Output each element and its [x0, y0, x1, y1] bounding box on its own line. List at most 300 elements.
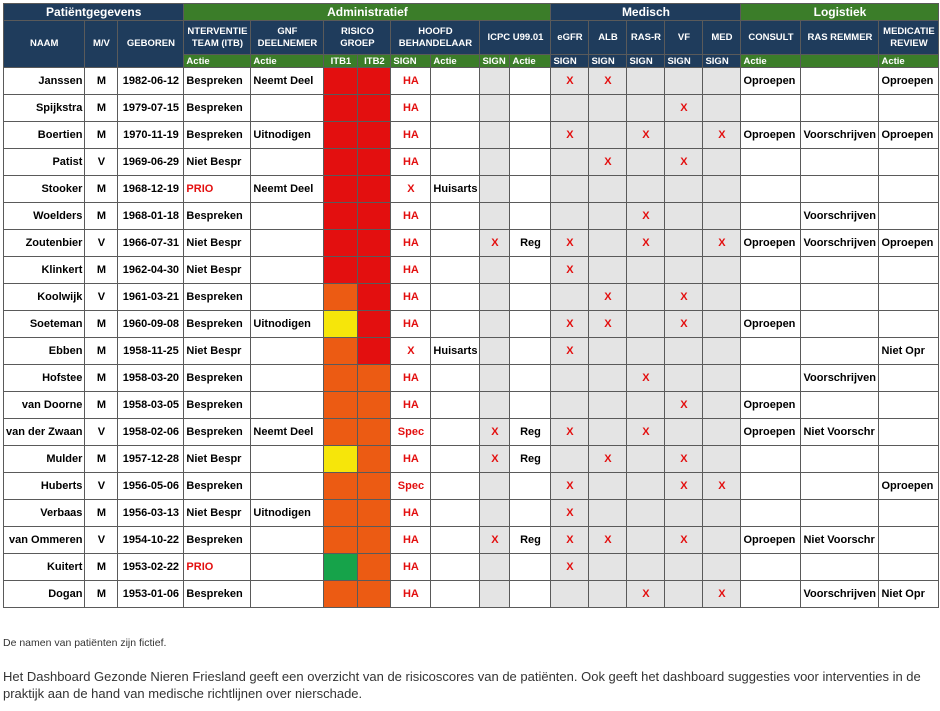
cell-medicatie-actie: Niet Opr [879, 581, 939, 608]
cell-rasremmer-actie [801, 95, 879, 122]
cell-consult-actie: Oproepen [741, 392, 801, 419]
cell-vf-sign [665, 365, 703, 392]
cell-risk-itb2 [358, 149, 391, 176]
cell-medicatie-actie: Oproepen [879, 473, 939, 500]
cell-alb-sign [589, 95, 627, 122]
cell-gnf-actie [251, 554, 324, 581]
cell-gnf-actie [251, 527, 324, 554]
cell-icpc-actie [510, 581, 551, 608]
col-risico: RISICO GROEP [324, 21, 391, 55]
cell-mv: M [85, 554, 118, 581]
cell-hoofd-sign: HA [391, 230, 431, 257]
cell-consult-actie [741, 338, 801, 365]
sub-blank [801, 55, 879, 68]
cell-gnf-actie [251, 203, 324, 230]
cell-medicatie-actie [879, 392, 939, 419]
cell-hoofd-actie [431, 95, 480, 122]
group-patient: Patiëntgegevens [4, 4, 184, 21]
patient-dashboard-table [3, 3, 939, 608]
cell-icpc-actie [510, 203, 551, 230]
cell-consult-actie [741, 500, 801, 527]
cell-risk-itb1 [324, 122, 358, 149]
cell-rasremmer-actie: Niet Voorschr [801, 419, 879, 446]
table-row [4, 284, 939, 311]
cell-icpc-sign [480, 149, 510, 176]
cell-icpc-sign [480, 365, 510, 392]
cell-rasr-sign: X [627, 230, 665, 257]
cell-gnf-actie [251, 257, 324, 284]
cell-icpc-actie: Reg [510, 419, 551, 446]
cell-egfr-sign [551, 149, 589, 176]
sub-actie: Actie [879, 55, 939, 68]
cell-rasremmer-actie [801, 311, 879, 338]
cell-gnf-actie [251, 473, 324, 500]
cell-medicatie-actie [879, 365, 939, 392]
cell-geboren: 1956-03-13 [118, 500, 184, 527]
cell-naam: van Doorne [4, 392, 85, 419]
table-row [4, 68, 939, 95]
cell-naam: Klinkert [4, 257, 85, 284]
cell-hoofd-actie [431, 149, 480, 176]
cell-egfr-sign: X [551, 257, 589, 284]
cell-rasr-sign [627, 311, 665, 338]
cell-alb-sign [589, 338, 627, 365]
cell-risk-itb1 [324, 581, 358, 608]
cell-hoofd-sign: HA [391, 122, 431, 149]
cell-risk-itb1 [324, 338, 358, 365]
cell-egfr-sign: X [551, 122, 589, 149]
cell-risk-itb1 [324, 257, 358, 284]
cell-rasremmer-actie: Voorschrijven [801, 230, 879, 257]
cell-hoofd-actie [431, 230, 480, 257]
cell-gnf-actie: Uitnodigen [251, 311, 324, 338]
cell-medicatie-actie [879, 95, 939, 122]
sub-sign: SIGN [551, 55, 589, 68]
cell-medicatie-actie [879, 500, 939, 527]
cell-risk-itb2 [358, 203, 391, 230]
cell-geboren: 1970-11-19 [118, 122, 184, 149]
cell-gnf-actie: Uitnodigen [251, 122, 324, 149]
cell-risk-itb2 [358, 230, 391, 257]
cell-med-sign: X [703, 581, 741, 608]
cell-icpc-sign [480, 95, 510, 122]
cell-icpc-sign: X [480, 527, 510, 554]
cell-geboren: 1968-01-18 [118, 203, 184, 230]
cell-alb-sign [589, 257, 627, 284]
cell-icpc-sign [480, 392, 510, 419]
cell-hoofd-actie [431, 446, 480, 473]
sub-actie: Actie [184, 55, 251, 68]
cell-icpc-actie [510, 68, 551, 95]
cell-risk-itb2 [358, 365, 391, 392]
cell-med-sign [703, 392, 741, 419]
cell-egfr-sign: X [551, 68, 589, 95]
cell-rasr-sign: X [627, 419, 665, 446]
cell-rasr-sign [627, 149, 665, 176]
cell-hoofd-actie [431, 311, 480, 338]
cell-icpc-actie: Reg [510, 230, 551, 257]
col-gnf: GNF DEELNEMER [251, 21, 324, 55]
cell-geboren: 1962-04-30 [118, 257, 184, 284]
cell-medicatie-actie [879, 257, 939, 284]
cell-itb-actie: Bespreken [184, 122, 251, 149]
cell-risk-itb1 [324, 176, 358, 203]
cell-itb-actie: Bespreken [184, 203, 251, 230]
cell-itb-actie: PRIO [184, 554, 251, 581]
cell-naam: Mulder [4, 446, 85, 473]
cell-icpc-actie [510, 122, 551, 149]
col-med: MED [703, 21, 741, 55]
cell-alb-sign [589, 473, 627, 500]
sub-sign: SIGN [627, 55, 665, 68]
sub-sign: SIGN [665, 55, 703, 68]
cell-icpc-sign: X [480, 419, 510, 446]
cell-med-sign [703, 149, 741, 176]
cell-alb-sign [589, 122, 627, 149]
cell-icpc-sign [480, 500, 510, 527]
sub-sign: SIGN [391, 55, 431, 68]
cell-consult-actie [741, 446, 801, 473]
cell-vf-sign: X [665, 446, 703, 473]
cell-risk-itb1 [324, 203, 358, 230]
cell-mv: M [85, 122, 118, 149]
cell-alb-sign [589, 392, 627, 419]
sub-itb1: ITB1 [324, 55, 358, 68]
description: Het Dashboard Gezonde Nieren Friesland geeft een overzicht van de risicoscores van de patiënten. Ook geeft het dashboard suggesties voor interventies in de praktijk aan de hand van medische richtlijnen over nierschade. [3, 669, 921, 701]
cell-geboren: 1958-11-25 [118, 338, 184, 365]
cell-geboren: 1953-02-22 [118, 554, 184, 581]
sub-sign: SIGN [589, 55, 627, 68]
cell-mv: V [85, 473, 118, 500]
cell-vf-sign [665, 338, 703, 365]
col-interventie: NTERVENTIE TEAM (ITB) [184, 21, 251, 55]
cell-rasr-sign [627, 500, 665, 527]
cell-hoofd-actie [431, 473, 480, 500]
cell-itb-actie: PRIO [184, 176, 251, 203]
cell-egfr-sign [551, 365, 589, 392]
cell-hoofd-actie [431, 581, 480, 608]
cell-hoofd-actie [431, 122, 480, 149]
cell-rasr-sign [627, 446, 665, 473]
cell-icpc-actie [510, 500, 551, 527]
cell-med-sign [703, 500, 741, 527]
cell-hoofd-actie [431, 203, 480, 230]
cell-naam: Dogan [4, 581, 85, 608]
cell-alb-sign: X [589, 527, 627, 554]
col-egfr: eGFR [551, 21, 589, 55]
cell-naam: Ebben [4, 338, 85, 365]
cell-rasr-sign [627, 554, 665, 581]
cell-medicatie-actie [879, 446, 939, 473]
table-row [4, 95, 939, 122]
cell-icpc-sign [480, 257, 510, 284]
cell-med-sign [703, 419, 741, 446]
cell-risk-itb1 [324, 527, 358, 554]
cell-rasr-sign [627, 284, 665, 311]
cell-alb-sign [589, 176, 627, 203]
cell-vf-sign [665, 68, 703, 95]
cell-med-sign [703, 284, 741, 311]
col-rasr: RAS-R [627, 21, 665, 55]
cell-medicatie-actie: Niet Opr [879, 338, 939, 365]
cell-egfr-sign [551, 446, 589, 473]
cell-naam: Verbaas [4, 500, 85, 527]
cell-rasremmer-actie [801, 149, 879, 176]
cell-risk-itb2 [358, 500, 391, 527]
cell-rasr-sign [627, 527, 665, 554]
cell-geboren: 1957-12-28 [118, 446, 184, 473]
cell-rasremmer-actie [801, 500, 879, 527]
cell-risk-itb2 [358, 284, 391, 311]
cell-med-sign [703, 446, 741, 473]
cell-medicatie-actie [879, 554, 939, 581]
cell-naam: Kuitert [4, 554, 85, 581]
cell-hoofd-actie [431, 419, 480, 446]
cell-hoofd-sign: X [391, 176, 431, 203]
cell-hoofd-sign: HA [391, 95, 431, 122]
cell-icpc-sign: X [480, 446, 510, 473]
cell-risk-itb2 [358, 554, 391, 581]
cell-risk-itb1 [324, 230, 358, 257]
col-icpc: ICPC U99.01 [480, 21, 551, 55]
cell-risk-itb2 [358, 581, 391, 608]
table-row [4, 338, 939, 365]
cell-medicatie-actie [879, 176, 939, 203]
cell-risk-itb1 [324, 392, 358, 419]
cell-risk-itb1 [324, 419, 358, 446]
cell-gnf-actie [251, 230, 324, 257]
cell-gnf-actie [251, 284, 324, 311]
sub-sign: SIGN [480, 55, 510, 68]
cell-alb-sign: X [589, 311, 627, 338]
table-row [4, 122, 939, 149]
cell-egfr-sign [551, 581, 589, 608]
cell-rasr-sign [627, 473, 665, 500]
cell-rasremmer-actie [801, 176, 879, 203]
cell-consult-actie [741, 581, 801, 608]
cell-mv: M [85, 68, 118, 95]
cell-geboren: 1958-03-20 [118, 365, 184, 392]
cell-hoofd-sign: Spec [391, 473, 431, 500]
cell-itb-actie: Niet Bespr [184, 338, 251, 365]
cell-hoofd-actie [431, 284, 480, 311]
cell-alb-sign [589, 581, 627, 608]
cell-vf-sign: X [665, 473, 703, 500]
cell-mv: M [85, 446, 118, 473]
cell-egfr-sign: X [551, 554, 589, 581]
cell-gnf-actie [251, 446, 324, 473]
cell-alb-sign: X [589, 446, 627, 473]
cell-mv: V [85, 419, 118, 446]
cell-hoofd-sign: Spec [391, 419, 431, 446]
cell-naam: Woelders [4, 203, 85, 230]
cell-vf-sign: X [665, 392, 703, 419]
cell-risk-itb2 [358, 95, 391, 122]
cell-rasr-sign [627, 257, 665, 284]
cell-alb-sign [589, 203, 627, 230]
cell-consult-actie [741, 95, 801, 122]
cell-geboren: 1960-09-08 [118, 311, 184, 338]
cell-risk-itb2 [358, 446, 391, 473]
cell-geboren: 1958-02-06 [118, 419, 184, 446]
cell-geboren: 1966-07-31 [118, 230, 184, 257]
cell-risk-itb1 [324, 500, 358, 527]
cell-naam: Stooker [4, 176, 85, 203]
cell-hoofd-actie [431, 68, 480, 95]
cell-egfr-sign [551, 95, 589, 122]
cell-icpc-actie: Reg [510, 527, 551, 554]
cell-risk-itb2 [358, 257, 391, 284]
col-hoofd: HOOFD BEHANDELAAR [391, 21, 480, 55]
cell-med-sign [703, 68, 741, 95]
cell-itb-actie: Bespreken [184, 365, 251, 392]
cell-icpc-sign [480, 284, 510, 311]
cell-medicatie-actie: Oproepen [879, 230, 939, 257]
sub-actie: Actie [251, 55, 324, 68]
cell-mv: M [85, 257, 118, 284]
cell-egfr-sign [551, 392, 589, 419]
cell-rasremmer-actie [801, 473, 879, 500]
cell-consult-actie [741, 365, 801, 392]
cell-egfr-sign: X [551, 311, 589, 338]
cell-icpc-sign [480, 203, 510, 230]
cell-risk-itb1 [324, 284, 358, 311]
cell-mv: M [85, 392, 118, 419]
cell-hoofd-actie: Huisarts [431, 338, 480, 365]
cell-rasremmer-actie [801, 392, 879, 419]
sub-itb2: ITB2 [358, 55, 391, 68]
cell-alb-sign [589, 230, 627, 257]
cell-itb-actie: Niet Bespr [184, 230, 251, 257]
cell-mv: M [85, 500, 118, 527]
cell-med-sign [703, 257, 741, 284]
cell-med-sign: X [703, 473, 741, 500]
cell-hoofd-actie [431, 500, 480, 527]
cell-hoofd-sign: X [391, 338, 431, 365]
cell-consult-actie: Oproepen [741, 68, 801, 95]
cell-med-sign: X [703, 230, 741, 257]
cell-geboren: 1982-06-12 [118, 68, 184, 95]
cell-mv: M [85, 581, 118, 608]
cell-risk-itb2 [358, 473, 391, 500]
table-row [4, 446, 939, 473]
group-admin: Administratief [184, 4, 551, 21]
cell-medicatie-actie: Oproepen [879, 122, 939, 149]
cell-gnf-actie: Neemt Deel [251, 176, 324, 203]
cell-rasremmer-actie [801, 338, 879, 365]
cell-rasremmer-actie: Niet Voorschr [801, 527, 879, 554]
footnote: De namen van patiënten zijn fictief. [3, 637, 167, 649]
cell-geboren: 1969-06-29 [118, 149, 184, 176]
cell-itb-actie: Bespreken [184, 284, 251, 311]
table-row [4, 527, 939, 554]
cell-risk-itb1 [324, 68, 358, 95]
cell-hoofd-actie [431, 365, 480, 392]
cell-icpc-actie [510, 392, 551, 419]
cell-vf-sign [665, 581, 703, 608]
cell-risk-itb1 [324, 446, 358, 473]
cell-mv: V [85, 230, 118, 257]
cell-consult-actie [741, 176, 801, 203]
col-mv: M/V [85, 21, 118, 68]
cell-vf-sign: X [665, 311, 703, 338]
cell-rasr-sign: X [627, 203, 665, 230]
cell-risk-itb2 [358, 419, 391, 446]
cell-itb-actie: Niet Bespr [184, 500, 251, 527]
cell-itb-actie: Bespreken [184, 527, 251, 554]
cell-geboren: 1954-10-22 [118, 527, 184, 554]
cell-consult-actie: Oproepen [741, 122, 801, 149]
cell-egfr-sign: X [551, 230, 589, 257]
table-row [4, 473, 939, 500]
table-row [4, 311, 939, 338]
cell-rasr-sign [627, 176, 665, 203]
cell-itb-actie: Bespreken [184, 311, 251, 338]
cell-risk-itb1 [324, 365, 358, 392]
cell-vf-sign [665, 230, 703, 257]
cell-vf-sign [665, 419, 703, 446]
cell-hoofd-sign: HA [391, 581, 431, 608]
cell-naam: Janssen [4, 68, 85, 95]
sub-actie: Actie [431, 55, 480, 68]
cell-med-sign [703, 527, 741, 554]
cell-itb-actie: Bespreken [184, 95, 251, 122]
cell-consult-actie [741, 473, 801, 500]
cell-geboren: 1956-05-06 [118, 473, 184, 500]
cell-hoofd-sign: HA [391, 554, 431, 581]
cell-med-sign [703, 338, 741, 365]
cell-geboren: 1953-01-06 [118, 581, 184, 608]
cell-mv: M [85, 365, 118, 392]
cell-hoofd-sign: HA [391, 203, 431, 230]
cell-hoofd-sign: HA [391, 446, 431, 473]
cell-icpc-actie [510, 338, 551, 365]
cell-med-sign [703, 203, 741, 230]
col-geboren: GEBOREN [118, 21, 184, 68]
cell-itb-actie: Bespreken [184, 581, 251, 608]
cell-itb-actie: Bespreken [184, 68, 251, 95]
cell-risk-itb2 [358, 527, 391, 554]
table-row [4, 554, 939, 581]
cell-hoofd-sign: HA [391, 500, 431, 527]
cell-egfr-sign: X [551, 500, 589, 527]
cell-consult-actie [741, 554, 801, 581]
cell-icpc-actie [510, 284, 551, 311]
group-medical: Medisch [551, 4, 741, 21]
cell-icpc-sign [480, 338, 510, 365]
cell-consult-actie: Oproepen [741, 311, 801, 338]
cell-medicatie-actie [879, 203, 939, 230]
cell-med-sign [703, 365, 741, 392]
cell-medicatie-actie: Oproepen [879, 68, 939, 95]
cell-itb-actie: Niet Bespr [184, 257, 251, 284]
col-medicatie: MEDICATIE REVIEW [879, 21, 939, 55]
table-row [4, 581, 939, 608]
cell-naam: Patist [4, 149, 85, 176]
table-row [4, 500, 939, 527]
cell-geboren: 1958-03-05 [118, 392, 184, 419]
cell-medicatie-actie [879, 311, 939, 338]
cell-icpc-sign [480, 473, 510, 500]
cell-naam: Hofstee [4, 365, 85, 392]
cell-mv: M [85, 311, 118, 338]
cell-icpc-actie [510, 95, 551, 122]
cell-vf-sign [665, 203, 703, 230]
cell-hoofd-actie [431, 554, 480, 581]
cell-icpc-actie [510, 149, 551, 176]
cell-risk-itb1 [324, 149, 358, 176]
cell-rasremmer-actie: Voorschrijven [801, 581, 879, 608]
